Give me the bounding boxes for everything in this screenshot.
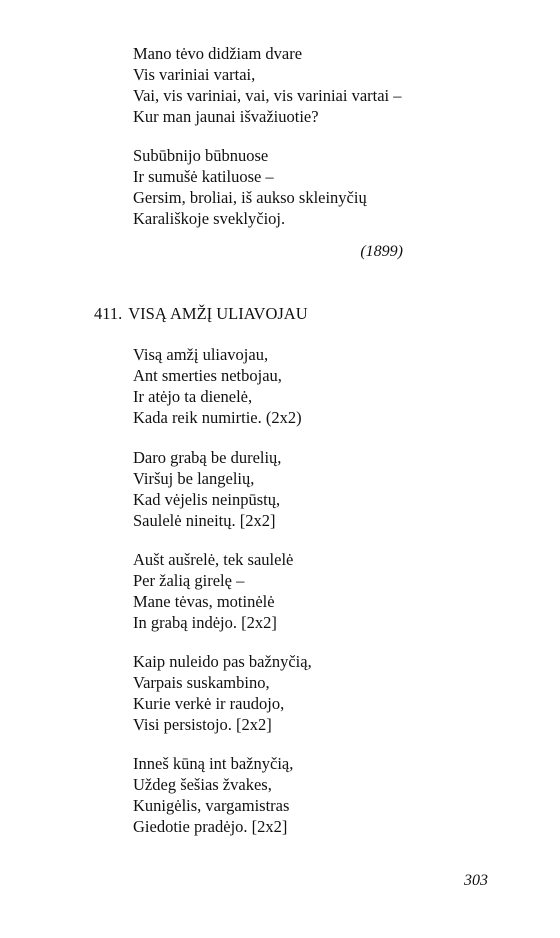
poem-410-stanza-2 (133, 145, 367, 229)
poem-title: VISĄ AMŽĮ ULIAVOJAU (128, 304, 308, 323)
poem-411-stanza-4 (133, 651, 312, 735)
verse-line: Vis variniai vartai, (133, 65, 256, 84)
poem-411-stanza-1 (133, 344, 302, 428)
verse-line: Kad vėjelis neinpūstų, (133, 490, 281, 509)
verse-line: In grabą indėjo. [2x2] (133, 613, 277, 632)
poem-411-stanza-3 (133, 549, 293, 633)
verse-line: Daro grabą be durelių, (133, 448, 282, 467)
verse-line: Inneš kūną int bažnyčią, (133, 754, 294, 773)
verse-line: Vai, vis variniai, vai, vis variniai vartai – (133, 86, 402, 105)
poem-411-stanza-5 (133, 753, 293, 837)
verse-line: Saulelė nineitų. [2x2] (133, 511, 276, 530)
verse-line: Visą amžį uliavojau, (133, 345, 269, 364)
verse-line: Viršuj be langelių, (133, 469, 255, 488)
verse-line: Kunigėlis, vargamistras (133, 796, 290, 815)
verse-line: Kaip nuleido pas bažnyčią, (133, 652, 312, 671)
poem-410-stanza-1 (133, 43, 402, 127)
page-number: 303 (464, 872, 488, 889)
verse-line: Aušt aušrelė, tek saulelė (133, 550, 294, 569)
verse-line: Ir atėjo ta dienelė, (133, 387, 253, 406)
poem-411-heading (94, 304, 308, 324)
verse-line: Varpais suskambino, (133, 673, 270, 692)
verse-line: Ir sumušė katiluose – (133, 167, 274, 186)
verse-line: Kada reik numirtie. (2x2) (133, 408, 302, 427)
verse-line: Visi persistojo. [2x2] (133, 715, 272, 734)
verse-line: Gersim, broliai, iš aukso skleinyčių (133, 188, 367, 207)
verse-line: Uždeg šešias žvakes, (133, 775, 272, 794)
verse-line: Karališkoje sveklyčioj. (133, 209, 286, 228)
verse-line: Per žalią girelę – (133, 571, 245, 590)
verse-line: Kurie verkė ir raudojo, (133, 694, 285, 713)
verse-line: Ant smerties netbojau, (133, 366, 282, 385)
poem-411-stanza-2 (133, 447, 281, 531)
verse-line: Giedotie pradėjo. [2x2] (133, 817, 288, 836)
poem-date: (1899) (360, 243, 403, 260)
verse-line: Mano tėvo didžiam dvare (133, 44, 303, 63)
verse-line: Kur man jaunai išvažiuotie? (133, 107, 319, 126)
poem-number: 411. (94, 304, 123, 323)
verse-line: Mane tėvas, motinėlė (133, 592, 275, 611)
verse-line: Subūbnijo būbnuose (133, 146, 269, 165)
